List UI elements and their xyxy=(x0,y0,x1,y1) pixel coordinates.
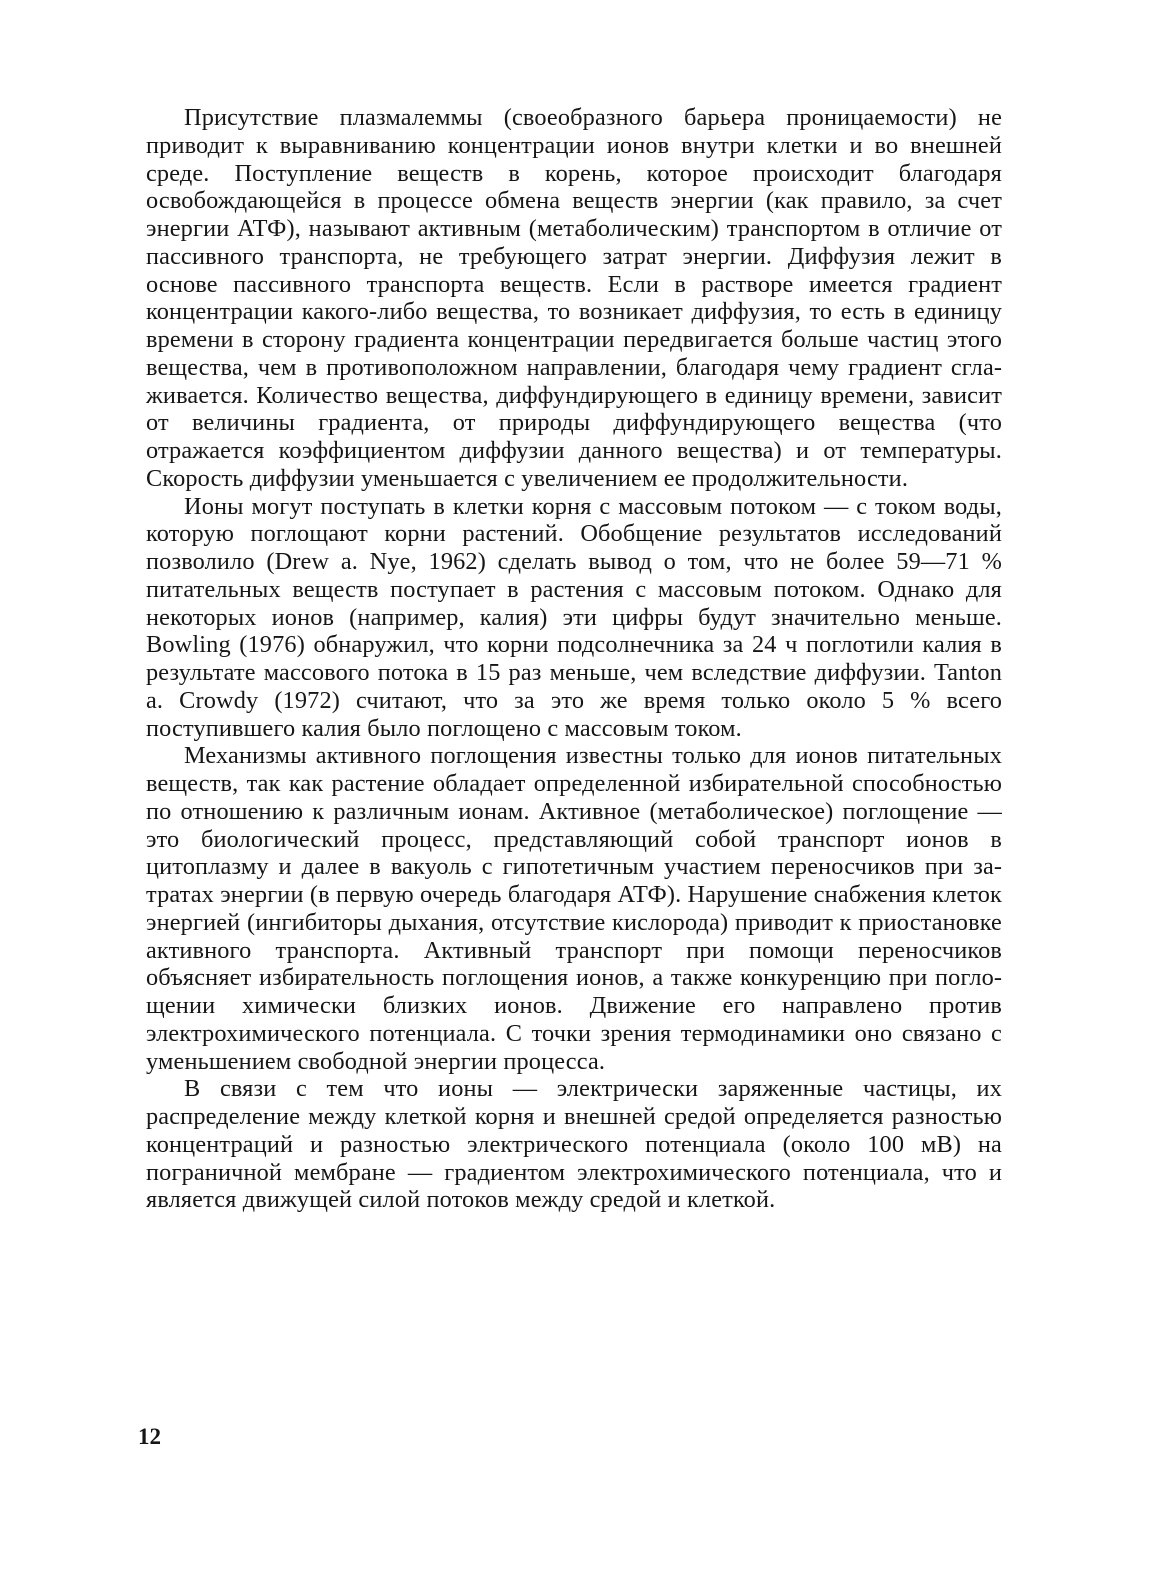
paragraph-mass-flow: Ионы могут поступать в клетки корня с массовым потоком — с током воды, которую поглощают корни растений. Обобщение результатов исследований позволило (Drew a. Nye, 1962) сделать вывод о том, что не более 59—71 % питательных веществ поступает в растения с массовым потоком. Однако для некоторых ионов (например, калия) эти цифры будут значительно меньше. Bowling (1976) обнаружил, что корни подсолнечника за 24 ч поглотили калия в результате массового потока в 15 раз меньше, чем вследствие диффузии. Tanton a. Crowdy (1972) считают, что за это же время только около 5 % всего поступившего калия было поглощено с массовым током. xyxy=(146,492,1002,742)
body-text xyxy=(146,104,1002,1214)
paragraph-active-uptake: Механизмы активного поглощения известны только для ионов питательных веществ, так как растение обладает определенной избирательной способностью по отношению к различным ионам. Активное (метаболическое) поглощение — это биологический процесс, представляющий собой транспорт ионов в цитоплазму и далее в вакуоль с гипотетичным участием переносчиков при затратах энергии (в первую очередь благодаря АТФ). Нарушение снабжения клеток энергией (ингибиторы дыхания, отсутствие кислорода) приводит к приостановке активного транспорта. Активный транспорт при помощи переносчиков объясняет избирательность поглощения ионов, а также конкуренцию при поглощении химически близких ионов. Движение его направлено против электрохимического потенциала. С точки зрения термодинамики оно связано с уменьшением свободной энергии процесса. xyxy=(146,742,1002,1075)
paragraph-passive-active-transport: Присутствие плазмалеммы (своеобразного барьера проницаемости) не приводит к выравниванию концентрации ионов внутри клетки и во внешней среде. Поступление веществ в корень, которое происходит благодаря освобождающейся в процессе обмена веществ энергии (как правило, за счет энергии АТФ), называют активным (метаболическим) транспортом в отличие от пассивного транспорта, не требующего затрат энергии. Диффузия лежит в основе пассивного транспорта веществ. Если в растворе имеется градиент концентрации какого-либо вещества, то возникает диффузия, то есть в единицу времени в сторону градиента концентрации передвигается больше частиц этого вещества, чем в противоположном направлении, благодаря чему градиент сглаживается. Количество вещества, диффундирующего в единицу времени, зависит от величины градиента, от природы диффундирующего вещества (что отражается коэффициентом диффузии данного вещества) и от температуры. Скорость диффузии уменьшается с увеличением ее продолжительности. xyxy=(146,104,1002,492)
paragraph-electrochemical-potential: В связи с тем что ионы — электрически заряженные частицы, их распределение между клеткой корня и внешней средой определяется разностью концентраций и разностью электрического потенциала (около 100 мВ) на пограничной мембране — градиентом электрохимического потенциала, что и является движущей силой потоков между средой и клеткой. xyxy=(146,1075,1002,1214)
page-number: 12 xyxy=(138,1424,161,1449)
